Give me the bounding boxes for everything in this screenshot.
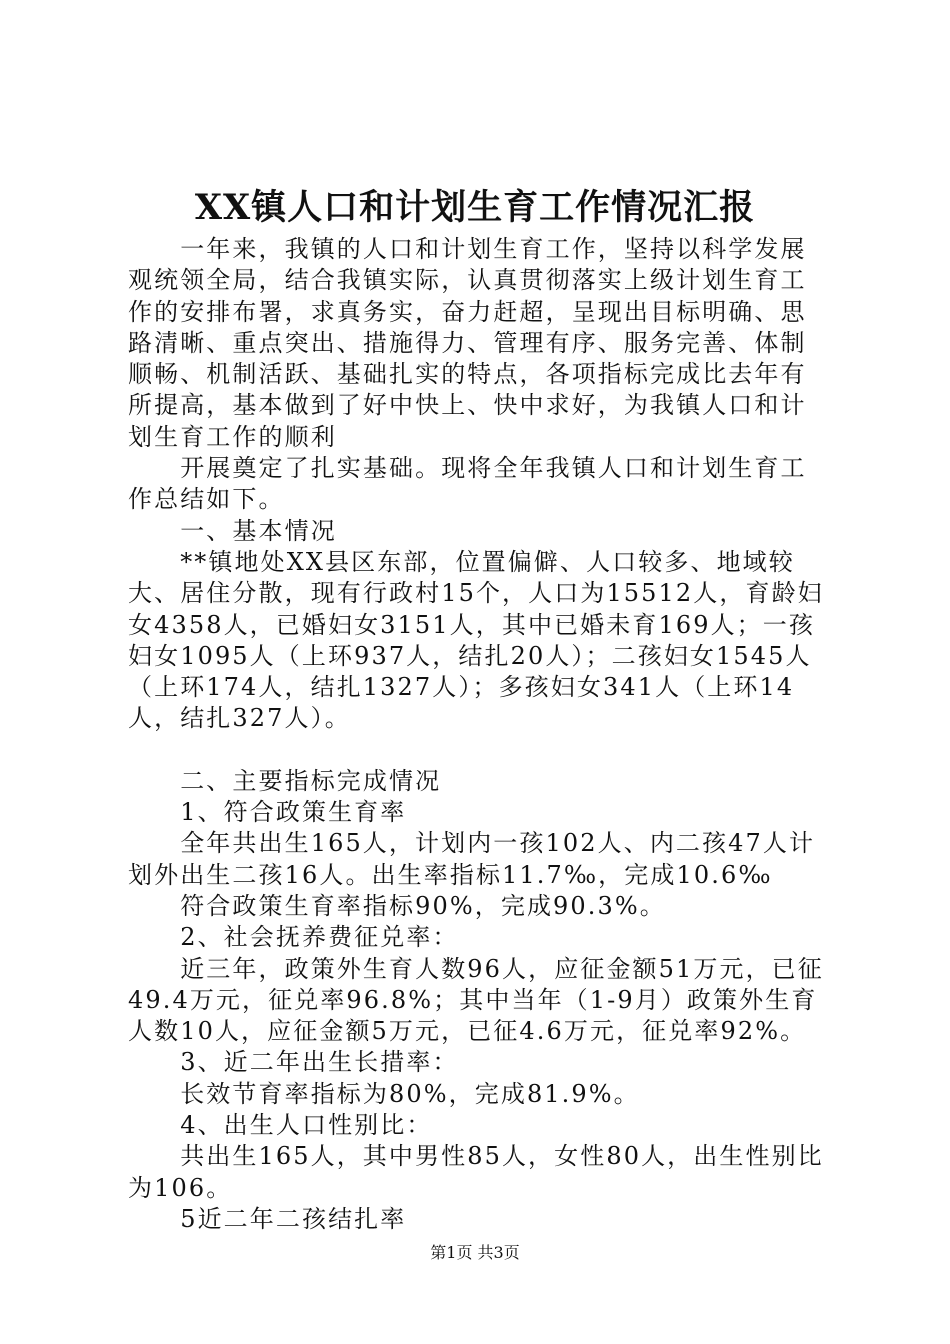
subheading-social-fee: 2、社会抚养费征兑率：	[128, 923, 459, 952]
paragraph-long-term-measures: 长效节育率指标为80%，完成81.9%。	[128, 1079, 640, 1108]
document-body	[128, 234, 830, 1235]
paragraph-intro: 一年来，我镇的人口和计划生育工作，坚持以科学发展观统领全局，结合我镇实际，认真贯彻落实上级计划生育工作的安排布署，求真务实，奋力赶超，呈现出目标明确、思路清晰、重点突出、措施得力、管理有序、服务完善、体制顺畅、机制活跃、基础扎实的特点，各项指标完成比去年有所提高，基本做到了好中快上、快中求好，为我镇人口和计划生育工作的顺利	[128, 235, 807, 451]
paragraph-sex-ratio: 共出生165人，其中男性85人，女性80人，出生性别比为106。	[128, 1142, 824, 1202]
blank-line	[128, 735, 830, 766]
paragraph-intro-continued: 开展奠定了扎实基础。现将全年我镇人口和计划生育工作总结如下。	[128, 454, 807, 514]
document-title: XX镇人口和计划生育工作情况汇报	[194, 187, 756, 228]
subheading-sex-ratio: 4、出生人口性别比：	[128, 1111, 433, 1140]
subheading-sterilization-rate: 5近二年二孩结扎率	[128, 1204, 407, 1233]
section-heading-basic-situation: 一、基本情况	[128, 516, 337, 545]
paragraph-social-fee: 近三年，政策外生育人数96人，应征金额51万元，已征49.4万元，征兑率96.8%；其中当年（1-9月）政策外生育人数10人，应征金额5万元，已征4.6万元，征兑率92%。	[128, 954, 824, 1046]
section-heading-main-indicators: 二、主要指标完成情况	[128, 766, 442, 795]
paragraph-basic-situation: **镇地处XX县区东部，位置偏僻、人口较多、地域较大、居住分散，现有行政村15个，人口为15512人，育龄妇女4358人，已婚妇女3151人，其中已婚未育169人；一孩妇女1095人（上环937人，结扎20人）；二孩妇女1545人（上环174人，结扎1327人）；多孩妇女341人（上环14人，结扎327人）。	[128, 547, 824, 733]
subheading-long-term-measures: 3、近二年出生长措率：	[128, 1048, 459, 1077]
page-footer: 第1页 共3页	[430, 1243, 520, 1262]
paragraph-policy-rate: 符合政策生育率指标90%，完成90.3%。	[128, 891, 666, 920]
paragraph-births: 全年共出生165人，计划内一孩102人、内二孩47人计划外出生二孩16人。出生率指标11.7‰，完成10.6‰	[128, 829, 816, 889]
subheading-policy-birth-rate: 1、符合政策生育率	[128, 798, 407, 827]
